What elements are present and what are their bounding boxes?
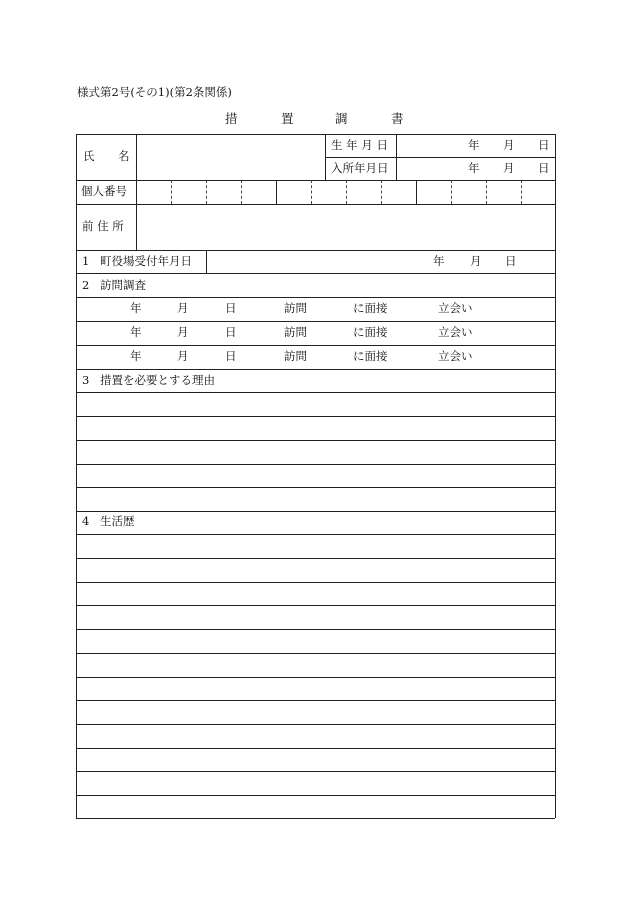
rule-line — [76, 558, 555, 559]
birth-year-unit: 年 — [468, 138, 480, 152]
visit-day-unit: 日 — [225, 301, 237, 315]
section-2-label: 訪問調査 — [100, 278, 146, 292]
admission-day-unit: 日 — [538, 161, 550, 175]
admission-date-label: 入所年月日 — [331, 161, 389, 175]
section-3-label: 措置を必要とする理由 — [100, 373, 215, 387]
rule-line — [76, 771, 555, 772]
visit-month-unit: 月 — [177, 349, 189, 363]
interview-text: に面接 — [353, 301, 388, 315]
rule-line — [76, 440, 555, 441]
section-4-number: 4 — [82, 514, 90, 528]
rule-line — [76, 464, 555, 465]
section-2-number: 2 — [82, 278, 90, 292]
name-field[interactable] — [136, 134, 325, 180]
rule-line — [76, 629, 555, 630]
table-border — [555, 134, 556, 818]
visit-text: 訪問 — [284, 325, 307, 339]
rule-line — [76, 748, 555, 749]
title-char: 調 — [335, 111, 348, 126]
title-char: 措 — [225, 111, 238, 126]
witness-text: 立会い — [438, 325, 473, 339]
receipt-day-unit: 日 — [505, 254, 517, 268]
rule-line — [76, 511, 555, 512]
visit-day-unit: 日 — [225, 325, 237, 339]
rule-line — [76, 392, 555, 393]
rule-line — [76, 321, 555, 322]
rule-line — [76, 724, 555, 725]
rule-line — [76, 345, 555, 346]
visit-year-unit: 年 — [130, 325, 142, 339]
admission-month-unit: 月 — [503, 161, 515, 175]
table-border — [76, 818, 555, 819]
rule-line — [76, 487, 555, 488]
visit-text: 訪問 — [284, 349, 307, 363]
rule-line — [76, 700, 555, 701]
interview-text: に面接 — [353, 349, 388, 363]
title-char: 書 — [391, 111, 404, 126]
personal-number-field[interactable] — [136, 180, 555, 204]
receipt-year-unit: 年 — [433, 254, 445, 268]
section-4-label: 生活歴 — [100, 514, 135, 528]
personal-number-label: 個人番号 — [81, 184, 127, 198]
rule-line — [76, 653, 555, 654]
previous-address-field[interactable] — [136, 204, 555, 250]
previous-address-label: 前 住 所 — [82, 219, 124, 233]
birth-day-unit: 日 — [538, 138, 550, 152]
rule-line — [76, 677, 555, 678]
name-label: 名 — [118, 149, 130, 163]
birth-month-unit: 月 — [503, 138, 515, 152]
interview-text: に面接 — [353, 325, 388, 339]
rule-line — [76, 273, 555, 274]
visit-year-unit: 年 — [130, 349, 142, 363]
town-office-receipt-date-field[interactable] — [206, 250, 555, 273]
visit-day-unit: 日 — [225, 349, 237, 363]
birth-date-label: 生 年 月 日 — [331, 138, 388, 152]
witness-text: 立会い — [438, 301, 473, 315]
column-line — [325, 134, 326, 180]
title-char: 置 — [281, 111, 294, 126]
rule-line — [76, 534, 555, 535]
section-1-number: 1 — [82, 254, 90, 268]
rule-line — [76, 369, 555, 370]
rule-line — [76, 605, 555, 606]
section-1-label: 町役場受付年月日 — [100, 254, 192, 268]
rule-line — [76, 795, 555, 796]
rule-line — [76, 416, 555, 417]
visit-month-unit: 月 — [177, 301, 189, 315]
name-label: 氏 — [83, 149, 95, 163]
section-3-number: 3 — [82, 373, 90, 387]
witness-text: 立会い — [438, 349, 473, 363]
receipt-month-unit: 月 — [470, 254, 482, 268]
form-label: 様式第2号(その1)(第2条関係) — [77, 85, 232, 99]
visit-year-unit: 年 — [130, 301, 142, 315]
rule-line — [76, 297, 555, 298]
visit-text: 訪問 — [284, 301, 307, 315]
table-border — [76, 134, 77, 818]
rule-line — [76, 582, 555, 583]
visit-month-unit: 月 — [177, 325, 189, 339]
admission-year-unit: 年 — [468, 161, 480, 175]
